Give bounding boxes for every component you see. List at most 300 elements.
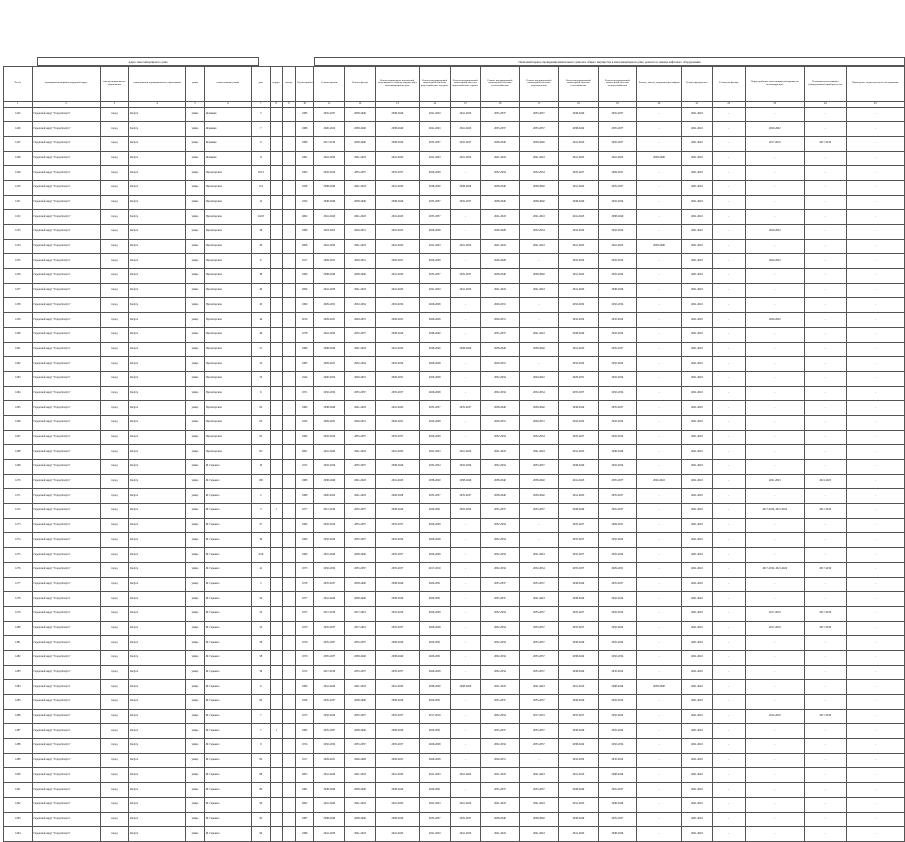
- table-cell: 51: [251, 342, 270, 357]
- table-cell: 1272: [4, 504, 33, 519]
- table-cell: -: [637, 254, 682, 269]
- table-cell: 2038-2040: [481, 401, 519, 416]
- table-cell: [282, 430, 295, 445]
- table-cell: М. Горького: [204, 562, 251, 577]
- table-cell: [282, 562, 295, 577]
- table-cell: улица: [186, 489, 205, 504]
- table-cell: Городской округ "Город Калуга": [32, 562, 100, 577]
- table-cell: 82: [251, 753, 270, 768]
- column-header: тип муниципального образования: [100, 66, 129, 101]
- table-cell: 2032-2034: [559, 254, 599, 269]
- table-cell: [282, 606, 295, 621]
- table-cell: -: [804, 239, 846, 254]
- table-cell: -: [450, 739, 481, 754]
- table-cell: Калуга: [129, 225, 186, 240]
- table-cell: 2035-2037: [375, 562, 419, 577]
- column-number: 5: [186, 101, 205, 107]
- column-number: 16: [481, 101, 519, 107]
- table-cell: 2038-2040: [375, 122, 419, 137]
- table-cell: 2038-2040: [375, 695, 419, 710]
- table-cell: 2026-2028: [419, 430, 450, 445]
- table-cell: -: [637, 327, 682, 342]
- table-cell: улица: [186, 562, 205, 577]
- table-cell: 2038-2040: [637, 151, 682, 166]
- table-cell: 2032-2034: [314, 518, 345, 533]
- table-cell: 1: [270, 724, 282, 739]
- table-cell: Калуга: [129, 357, 186, 372]
- table-cell: [270, 269, 282, 284]
- table-cell: 2032-2034: [481, 665, 519, 680]
- table-cell: 2041-2043: [314, 239, 345, 254]
- table-cell: 2035-2037: [375, 739, 419, 754]
- table-cell: 2038-2040: [345, 122, 376, 137]
- table-cell: город: [100, 401, 129, 416]
- table-cell: 2032-2034: [481, 739, 519, 754]
- table-cell: 2017-2019: [804, 621, 846, 636]
- table-row: [4, 665, 905, 680]
- table-cell: 2032-2034: [598, 327, 636, 342]
- table-cell: 2032-2034: [598, 460, 636, 475]
- table-cell: 2038-2040: [598, 445, 636, 460]
- table-cell: 2035-2037: [481, 783, 519, 798]
- table-cell: [270, 577, 282, 592]
- table-cell: 2017-2019: [804, 709, 846, 724]
- table-cell: -: [712, 180, 745, 195]
- table-cell: 1258: [4, 298, 33, 313]
- table-cell: М. Горького: [204, 827, 251, 842]
- table-cell: 2041-2043: [682, 753, 713, 768]
- table-cell: 2041-2043: [559, 342, 599, 357]
- table-cell: -: [846, 812, 904, 827]
- table-cell: [282, 533, 295, 548]
- table-cell: 5: [251, 107, 270, 122]
- table-cell: 2041-2043: [682, 577, 713, 592]
- table-cell: Калуга: [129, 797, 186, 812]
- table-cell: 2029-2031: [345, 313, 376, 328]
- table-cell: -: [745, 665, 804, 680]
- table-cell: 2041-2043: [481, 445, 519, 460]
- table-cell: 2035-2037: [314, 636, 345, 651]
- table-cell: 1294: [4, 827, 33, 842]
- table-cell: [282, 783, 295, 798]
- table-cell: 2035-2037: [314, 107, 345, 122]
- table-cell: 2029-2031: [419, 650, 450, 665]
- table-cell: 2041-2043: [481, 283, 519, 298]
- column-header: Ремонт внутридомовой инженерной системы газоснабжения: [559, 66, 599, 101]
- table-cell: 2041-2043: [682, 298, 713, 313]
- table-cell: 2035-2037: [559, 621, 599, 636]
- table-cell: 2041-2043: [314, 445, 345, 460]
- table-cell: Городской округ "Город Калуга": [32, 401, 100, 416]
- table-cell: [282, 797, 295, 812]
- table-cell: 2035-2037: [519, 621, 559, 636]
- table-cell: город: [100, 797, 129, 812]
- table-cell: 1274: [4, 533, 33, 548]
- table-cell: 1978: [295, 327, 314, 342]
- table-cell: 2041-2043: [345, 401, 376, 416]
- table-cell: улица: [186, 269, 205, 284]
- table-cell: М. Горького: [204, 489, 251, 504]
- column-number: 18: [559, 101, 599, 107]
- table-cell: улица: [186, 592, 205, 607]
- table-cell: -: [637, 606, 682, 621]
- table-cell: улица: [186, 812, 205, 827]
- table-cell: 1958: [295, 695, 314, 710]
- table-cell: -: [804, 269, 846, 284]
- table-cell: 2041-2043: [519, 327, 559, 342]
- table-cell: -: [846, 298, 904, 313]
- table-cell: 2032-2034: [481, 166, 519, 181]
- table-cell: город: [100, 753, 129, 768]
- table-cell: 2041-2043: [481, 239, 519, 254]
- table-cell: 2038-2040: [375, 812, 419, 827]
- table-cell: 2041-2043: [314, 327, 345, 342]
- table-cell: 2032-2034: [598, 371, 636, 386]
- table-cell: -: [745, 445, 804, 460]
- table-cell: -: [804, 225, 846, 240]
- table-cell: город: [100, 151, 129, 166]
- table-cell: М. Горького: [204, 724, 251, 739]
- table-cell: 27: [251, 518, 270, 533]
- table-cell: [270, 357, 282, 372]
- table-cell: Пролетарская: [204, 401, 251, 416]
- table-cell: [270, 460, 282, 475]
- table-cell: 2041-2043: [682, 695, 713, 710]
- table-cell: -: [804, 533, 846, 548]
- table-cell: [270, 386, 282, 401]
- table-cell: 2029-2031: [419, 695, 450, 710]
- table-cell: 2032-2034: [598, 533, 636, 548]
- table-cell: -: [846, 460, 904, 475]
- table-cell: 2029-2031: [345, 371, 376, 386]
- table-cell: 2041-2043: [375, 680, 419, 695]
- table-cell: -: [804, 371, 846, 386]
- table-cell: 2041-2043: [559, 269, 599, 284]
- table-cell: -: [450, 562, 481, 577]
- table-row: [4, 636, 905, 651]
- table-row: [4, 283, 905, 298]
- table-cell: 2020-2022: [637, 474, 682, 489]
- table-cell: -: [804, 753, 846, 768]
- table-cell: -: [637, 269, 682, 284]
- column-number: 13: [375, 101, 419, 107]
- table-cell: [282, 269, 295, 284]
- table-cell: 2038-2040: [375, 592, 419, 607]
- table-cell: 1978: [295, 577, 314, 592]
- table-cell: 2020-2022: [519, 371, 559, 386]
- table-cell: 2038-2040: [314, 180, 345, 195]
- table-cell: -: [745, 342, 804, 357]
- table-cell: -: [712, 327, 745, 342]
- table-cell: -: [846, 342, 904, 357]
- table-cell: 2029-2031: [419, 783, 450, 798]
- table-cell: 2038-2040: [559, 592, 599, 607]
- table-cell: Городской округ "Город Калуга": [32, 151, 100, 166]
- table-cell: 2041-2043: [345, 210, 376, 225]
- table-cell: 1982: [295, 724, 314, 739]
- table-cell: -: [637, 577, 682, 592]
- table-row: [4, 180, 905, 195]
- table-cell: Калуга: [129, 151, 186, 166]
- table-cell: 2032-2034: [598, 606, 636, 621]
- table-cell: [282, 357, 295, 372]
- table-cell: Городской округ "Город Калуга": [32, 107, 100, 122]
- column-header: Проведение энергетического обследования: [846, 66, 904, 101]
- table-cell: 2035-2037: [450, 812, 481, 827]
- table-cell: улица: [186, 474, 205, 489]
- table-cell: -: [450, 386, 481, 401]
- table-cell: 1974: [295, 739, 314, 754]
- table-cell: 2035-2037: [345, 665, 376, 680]
- table-cell: [270, 680, 282, 695]
- table-cell: Калуга: [129, 812, 186, 827]
- table-cell: 2041-2043: [682, 489, 713, 504]
- table-cell: [270, 327, 282, 342]
- table-cell: 2041-2043: [450, 283, 481, 298]
- table-row: [4, 724, 905, 739]
- table-cell: [282, 460, 295, 475]
- table-cell: 2035-2037: [345, 430, 376, 445]
- table-cell: 2038-2040: [519, 474, 559, 489]
- table-cell: Пролетарская: [204, 180, 251, 195]
- table-cell: -: [712, 401, 745, 416]
- table-cell: 2017-2019: [804, 504, 846, 519]
- table-cell: 2035-2037: [519, 650, 559, 665]
- table-cell: 2032-2034: [481, 606, 519, 621]
- column-header: корпус: [270, 66, 282, 101]
- table-cell: 1267: [4, 430, 33, 445]
- table-cell: 2035-2037: [559, 166, 599, 181]
- table-cell: 2017-2019: [314, 504, 345, 519]
- table-cell: 1292: [4, 797, 33, 812]
- table-cell: город: [100, 680, 129, 695]
- table-row: [4, 107, 905, 122]
- table-cell: -: [637, 460, 682, 475]
- table-cell: -: [846, 269, 904, 284]
- table-cell: 24/18: [251, 210, 270, 225]
- table-cell: 2032-2034: [519, 562, 559, 577]
- table-cell: 2041-2043: [682, 518, 713, 533]
- table-cell: 1969: [295, 548, 314, 563]
- table-cell: Калуга: [129, 430, 186, 445]
- table-cell: улица: [186, 709, 205, 724]
- table-cell: город: [100, 430, 129, 445]
- table-cell: -: [846, 180, 904, 195]
- table-cell: -: [804, 415, 846, 430]
- table-cell: -: [712, 122, 745, 137]
- table-cell: -: [637, 621, 682, 636]
- table-cell: 2038-2040: [598, 210, 636, 225]
- table-cell: Городской округ "Город Калуга": [32, 371, 100, 386]
- table-cell: 2035-2037: [450, 489, 481, 504]
- table-row: [4, 812, 905, 827]
- table-cell: -: [712, 577, 745, 592]
- table-cell: -: [745, 548, 804, 563]
- table-cell: 38: [251, 269, 270, 284]
- table-cell: -: [846, 254, 904, 269]
- table-cell: 2038-2040: [559, 401, 599, 416]
- table-cell: 2038-2040: [345, 577, 376, 592]
- table-cell: 2041-2043: [682, 650, 713, 665]
- table-cell: 2038-2040: [519, 401, 559, 416]
- table-cell: 1984: [295, 401, 314, 416]
- table-cell: -: [712, 225, 745, 240]
- table-cell: Калуга: [129, 136, 186, 151]
- table-cell: -: [712, 783, 745, 798]
- table-cell: 2041-2043: [559, 489, 599, 504]
- table-cell: 2041-2043: [682, 342, 713, 357]
- table-cell: Пролетарская: [204, 254, 251, 269]
- table-cell: 2026-2028: [481, 225, 519, 240]
- table-cell: 6: [251, 254, 270, 269]
- table-row: [4, 489, 905, 504]
- table-cell: улица: [186, 342, 205, 357]
- table-cell: 2035-2037: [598, 136, 636, 151]
- table-cell: -: [804, 577, 846, 592]
- table-cell: -: [745, 695, 804, 710]
- table-cell: М. Горького: [204, 636, 251, 651]
- table-cell: улица: [186, 225, 205, 240]
- table-cell: -: [712, 386, 745, 401]
- table-cell: -: [712, 357, 745, 372]
- table-cell: -: [450, 621, 481, 636]
- table-cell: 88: [251, 768, 270, 783]
- table-cell: 2006: [295, 283, 314, 298]
- table-row: [4, 386, 905, 401]
- table-cell: город: [100, 768, 129, 783]
- table-cell: 2035-2037: [345, 166, 376, 181]
- table-cell: 2032-2034: [314, 709, 345, 724]
- table-cell: 2035-2037: [314, 724, 345, 739]
- table-cell: 2032-2034: [598, 724, 636, 739]
- table-cell: 2026-2028: [419, 386, 450, 401]
- table-cell: 2032-2034: [481, 636, 519, 651]
- table-cell: 1985: [295, 107, 314, 122]
- table-row: [4, 342, 905, 357]
- column-header-row: [4, 66, 905, 101]
- table-cell: 2041-2043: [481, 768, 519, 783]
- column-header: улица: [186, 66, 205, 101]
- table-cell: город: [100, 592, 129, 607]
- table-cell: Городской округ "Город Калуга": [32, 313, 100, 328]
- table-cell: 2038-2040: [345, 195, 376, 210]
- table-cell: город: [100, 180, 129, 195]
- table-cell: -: [745, 636, 804, 651]
- table-cell: Городской округ "Город Калуга": [32, 474, 100, 489]
- table-cell: 2017-2019: [345, 606, 376, 621]
- table-cell: 2038-2040: [519, 136, 559, 151]
- table-cell: Калуга: [129, 107, 186, 122]
- table-cell: улица: [186, 327, 205, 342]
- table-cell: -: [804, 518, 846, 533]
- table-cell: 2038-2040: [519, 180, 559, 195]
- table-cell: 2032-2034: [375, 298, 419, 313]
- table-cell: 1989: [295, 136, 314, 151]
- table-cell: 2035-2037: [598, 122, 636, 137]
- table-cell: 1972: [295, 665, 314, 680]
- table-cell: 2041-2043: [682, 533, 713, 548]
- table-cell: город: [100, 107, 129, 122]
- table-cell: -: [804, 636, 846, 651]
- table-cell: М. Горького: [204, 533, 251, 548]
- table-cell: 2017-2019: [314, 606, 345, 621]
- table-cell: -: [846, 283, 904, 298]
- table-cell: город: [100, 210, 129, 225]
- table-cell: [270, 122, 282, 137]
- table-body: [4, 107, 905, 841]
- table-cell: -: [745, 151, 804, 166]
- table-cell: [270, 342, 282, 357]
- table-row: [4, 401, 905, 416]
- table-cell: 2035-2037: [314, 577, 345, 592]
- column-header: муниципальный район/городской округ: [32, 66, 100, 101]
- table-cell: 1963: [295, 166, 314, 181]
- table-cell: Калуга: [129, 724, 186, 739]
- table-cell: -: [450, 724, 481, 739]
- table-cell: 2041-2043: [419, 122, 450, 137]
- table-cell: Пролетарская: [204, 430, 251, 445]
- table-cell: М. Горького: [204, 504, 251, 519]
- table-cell: -: [804, 783, 846, 798]
- table-cell: 2038-2040: [314, 783, 345, 798]
- table-cell: 2041-2043: [682, 724, 713, 739]
- table-cell: 2041-2043: [682, 606, 713, 621]
- table-cell: 2032-2034: [598, 269, 636, 284]
- table-cell: 7: [251, 122, 270, 137]
- table-cell: -: [846, 577, 904, 592]
- table-cell: Городской округ "Город Калуга": [32, 357, 100, 372]
- table-cell: -: [450, 606, 481, 621]
- table-cell: 2041-2043: [682, 371, 713, 386]
- table-cell: [270, 239, 282, 254]
- table-cell: -: [712, 269, 745, 284]
- table-cell: 1247: [4, 136, 33, 151]
- table-cell: 2035-2037: [598, 401, 636, 416]
- table-cell: 2026-2028: [419, 225, 450, 240]
- table-cell: 2038-2040: [481, 195, 519, 210]
- table-cell: Пролетарская: [204, 357, 251, 372]
- table-cell: 2032-2034: [375, 533, 419, 548]
- column-number: 1: [4, 101, 33, 107]
- table-cell: -: [804, 386, 846, 401]
- table-cell: 2041-2043: [345, 797, 376, 812]
- table-cell: -: [519, 313, 559, 328]
- table-cell: -: [745, 430, 804, 445]
- table-cell: 2041-2043: [375, 474, 419, 489]
- table-cell: Городской округ "Город Калуга": [32, 283, 100, 298]
- table-cell: 2041-2043: [682, 474, 713, 489]
- table-row: [4, 709, 905, 724]
- table-cell: улица: [186, 151, 205, 166]
- table-cell: город: [100, 460, 129, 475]
- table-cell: [270, 753, 282, 768]
- table-cell: улица: [186, 548, 205, 563]
- table-cell: 2035-2037: [519, 606, 559, 621]
- table-cell: 2041-2043: [682, 107, 713, 122]
- table-cell: -: [712, 650, 745, 665]
- table-cell: 2041-2043: [314, 797, 345, 812]
- table-cell: Калуга: [129, 518, 186, 533]
- table-cell: 1977: [295, 592, 314, 607]
- column-number: 4: [129, 101, 186, 107]
- table-cell: 2035-2037: [481, 327, 519, 342]
- table-cell: -: [450, 371, 481, 386]
- table-row: [4, 827, 905, 842]
- table-cell: Калуга: [129, 386, 186, 401]
- table-cell: 2026-2028: [419, 298, 450, 313]
- table-cell: [282, 709, 295, 724]
- table-cell: 2038-2040: [559, 107, 599, 122]
